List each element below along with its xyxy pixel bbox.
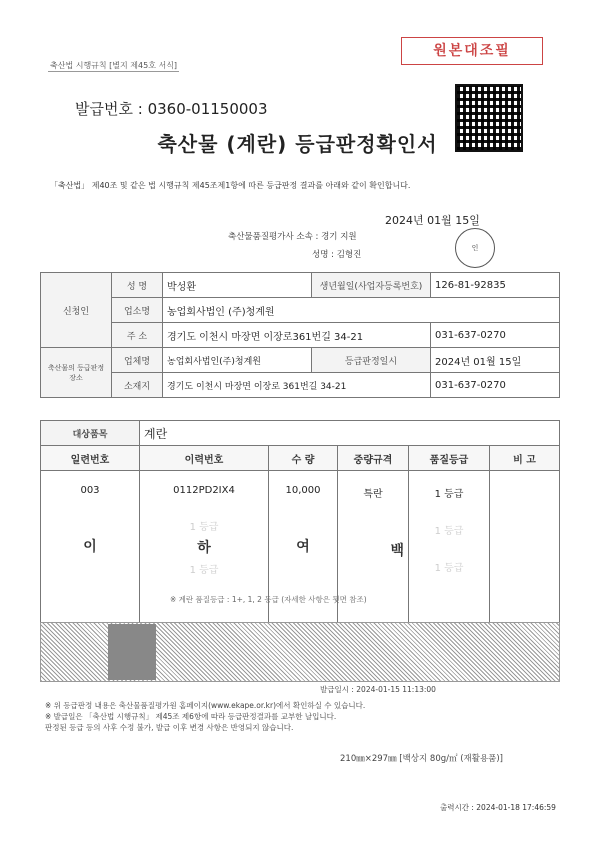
footnote-line: ※ 위 등급판정 내용은 축산물품질평가원 홈페이지(www.ekape.or.kr)에서 확인하실 수 있습니다.: [45, 701, 366, 710]
company-label: 업소명: [112, 298, 163, 323]
intro-text: 「축산법」 제40조 및 같은 법 시행규칙 제45조제1항에 따른 등급판정 결과를 아래와 같이 확인합니다.: [50, 181, 411, 190]
header-grade: 품질등급: [409, 446, 490, 471]
document-title: 축산물 (계란) 등급판정확인서: [157, 132, 438, 156]
faint-grade: 1 등급: [434, 526, 464, 537]
applicant-table: [40, 272, 560, 398]
original-copy-stamp: 원본대조필: [401, 37, 543, 65]
security-mark-icon: [108, 624, 156, 680]
header-serial: 일련번호: [41, 446, 140, 471]
applicant-phone: 031-637-0270: [431, 323, 560, 348]
address-label: 주 소: [112, 323, 163, 348]
grade-value: 1 등급: [434, 489, 464, 500]
cell-weight: [338, 471, 409, 642]
address-value: 경기도 이천시 마장면 이장로361번길 34-21: [163, 323, 431, 348]
name-value: 박성환: [163, 273, 312, 298]
paper-size: 210㎜×297㎜ [백상지 80g/㎡ (재활용품)]: [340, 754, 503, 764]
grade-note: ※ 계란 품질등급 : 1+, 1, 2 등급 (자세한 사항은 뒷면 참조): [170, 595, 367, 604]
official-seal-icon: [455, 228, 495, 268]
grading-date-label: 등급판정일시: [312, 348, 431, 373]
output-time: 출력시간 : 2024-01-18 17:46:59: [440, 803, 556, 812]
footnote-line: ※ 발급일은 「축산법 시행규칙」 제45조 제6항에 따라 등급판정결과를 교부한 날입니다.: [45, 712, 337, 721]
issue-number-line: [75, 98, 268, 119]
birth-label: 생년월일(사업자등록번호): [312, 273, 431, 298]
watermark-char: 하: [197, 540, 211, 556]
cell-trace: [140, 471, 269, 642]
quantity-value: 10,000: [285, 485, 321, 496]
seal-text: 인: [471, 244, 479, 252]
biz-number: 126-81-92835: [431, 273, 560, 298]
serial-value: 003: [80, 485, 100, 496]
issued-datetime: 발급일시 : 2024-01-15 11:13:00: [320, 685, 436, 694]
cell-grade: [409, 471, 490, 642]
target-value: 계란: [140, 421, 560, 446]
weight-value: 특란: [363, 489, 383, 500]
grade-table: [40, 420, 560, 642]
watermark-char: 이: [83, 539, 97, 555]
header-weight: 중량규격: [338, 446, 409, 471]
facility-address-label: 소재지: [112, 373, 163, 398]
facility-address-value: 경기도 이천시 마장면 이장로 361번길 34-21: [163, 373, 431, 398]
faint-grade: 1 등급: [434, 563, 464, 574]
issue-number-label: 발급번호 :: [75, 100, 143, 118]
issuer-affiliation: 축산물품질평가사 소속 : 경기 지원: [228, 232, 357, 242]
certificate-date: 2024년 01월 15일: [385, 214, 480, 227]
footnote-line: 판정된 등급 등의 사후 수정 불가, 발급 이후 변경 사항은 반영되지 않습니다.: [45, 723, 294, 732]
name-label: 성 명: [112, 273, 163, 298]
applicant-section-label: 신청인: [41, 273, 112, 348]
facility-phone: 031-637-0270: [431, 373, 560, 398]
faint-grade: 1 등급: [189, 522, 219, 533]
cell-quantity: [269, 471, 338, 642]
grading-date-value: 2024년 01월 15일: [431, 348, 560, 373]
facility-name-label: 업체명: [112, 348, 163, 373]
footnotes: [45, 700, 565, 733]
faint-grade: 1 등급: [189, 565, 219, 576]
form-number: 축산법 시행규칙 [별지 제45호 서식]: [50, 61, 178, 70]
signer-name: 성명 : 김형진: [312, 250, 362, 260]
company-value: 농업회사법인 (주)청계원: [163, 298, 560, 323]
watermark-char: 여: [296, 539, 310, 555]
facility-section-label: 축산물의 등급판정 장소: [41, 348, 112, 398]
facility-name-value: 농업회사법인(주)청계원: [163, 348, 312, 373]
grade-table-header: [41, 446, 560, 471]
table-row: [41, 471, 560, 642]
trace-value: 0112PD2IX4: [173, 485, 235, 496]
header-trace-no: 이력번호: [140, 446, 269, 471]
issue-number-value: 0360-01150003: [147, 100, 268, 118]
header-quantity: 수 량: [269, 446, 338, 471]
watermark-char: 백: [390, 543, 404, 559]
header-remarks: 비 고: [490, 446, 560, 471]
target-label: 대상품목: [41, 421, 140, 446]
cell-remarks: [490, 471, 560, 642]
cell-serial: [41, 471, 140, 642]
